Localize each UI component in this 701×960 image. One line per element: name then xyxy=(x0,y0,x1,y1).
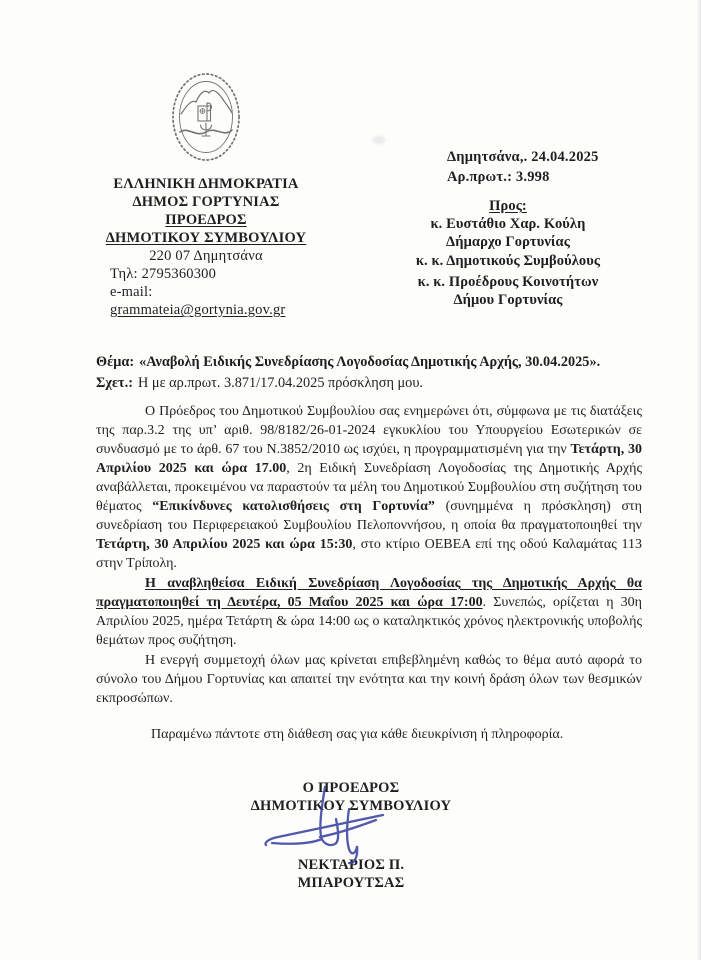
subject-text: «Αναβολή Ειδικής Συνεδρίασης Λογοδοσίας Δημοτικής Αρχής, 30.04.2025». xyxy=(139,354,601,370)
sender-postal-address: 220 07 Δημητσάνα xyxy=(149,248,263,264)
scan-artifact xyxy=(372,136,385,144)
signature-block xyxy=(245,779,457,892)
sender-office-title-2: ΔΗΜΟΤΙΚΟΥ ΣΥΜΒΟΥΛΙΟΥ xyxy=(105,230,307,246)
subject-section xyxy=(96,353,646,393)
body-paragraph-1: Ο Πρόεδρος του Δημοτικού Συμβουλίου σας ενημερώνει ότι, σύμφωνα με τις διατάξεις της παρ.3.2 της υπ’ αριθ. 98/8182/26-01-2024 εγκυκλίου του Υπουργείου Εσωτερικών σε συνδυασμό με το άρθ. 67 του Ν.3852/2010 ως ισχύει, η προγραμματισμένη για την Τετάρτη, 30 Απριλίου 2025 και ώρα 17.00, 2η Ειδική Συνεδρίαση Λογοδοσίας της Δημοτικής Αρχής αναβάλλεται, προκειμένου να παραστούν τα μέλη του Δημοτικού Συμβουλίου στη συζήτηση του θέματος “Επικίνδυνες κατολισθήσεις στη Γορτυνία” (συνημμένα η πρόσκληση) στη συνεδρίαση του Περιφερειακού Συμβουλίου Πελοποννήσου, η οποία θα πραγματοποιηθεί την Τετάρτη, 30 Απριλίου 2025 και ώρα 15:30, στο κτίριο ΟΕΒΕΑ επί της οδού Καλαμάτας 113 στην Τρίπολη. xyxy=(96,404,642,571)
sender-email-label: e-mail: xyxy=(110,284,153,300)
letter-body xyxy=(96,402,642,744)
recipient-line: κ. Ευστάθιο Χαρ. Κούλη xyxy=(430,216,586,233)
subject-label: Θέμα: xyxy=(96,354,135,370)
reference-label: Σχετ.: xyxy=(96,374,133,391)
sender-email-line xyxy=(100,283,312,319)
sender-municipality: ΔΗΜΟΣ ΓΟΡΤΥΝΙΑΣ xyxy=(132,194,280,210)
recipient-line: κ. κ. Προέδρους Κοινοτήτων xyxy=(417,273,599,290)
sender-country: ΕΛΛΗΝΙΚΗ ΔΗΜΟΚΡΑΤΙΑ xyxy=(113,176,299,192)
subject-line xyxy=(96,353,646,373)
protocol-number-line: Αρ.πρωτ.: 3.998 xyxy=(447,169,550,185)
recipient-line: Δήμου Γορτυνίας xyxy=(453,292,563,309)
body-paragraph-3: Η ενεργή συμμετοχή όλων μας κρίνεται επιβεβλημένη καθώς το θέμα αυτό αφορά το σύνολο του Δήμου Γορτυνίας και απαιτεί την ενότητα και την κοινή δράση όλων των θεσμικών εκπροσώπων. xyxy=(96,653,642,706)
date-protocol-block xyxy=(447,147,599,187)
signature-title-2: ΔΗΜΟΤΙΚΟΥ ΣΥΜΒΟΥΛΙΟΥ xyxy=(250,798,452,814)
sender-office-title-1: ΠΡΟΕΔΡΟΣ xyxy=(165,212,247,228)
recipients-block xyxy=(407,197,609,309)
closing-line: Παραμένω πάντοτε στη διάθεση σας για κάθε διευκρίνιση ή πληροφορία. xyxy=(151,727,564,742)
sender-phone: Τηλ: 2795360300 xyxy=(110,266,217,282)
recipient-line: κ. κ. Δημοτικούς Συμβούλους xyxy=(415,252,601,269)
reference-line xyxy=(96,374,646,394)
signature-title-1: Ο ΠΡΟΕΔΡΟΣ xyxy=(302,780,400,796)
place-date-line: Δημητσάνα,. 24.04.2025 xyxy=(447,149,599,165)
sender-block xyxy=(100,175,312,319)
signatory-name: ΝΕΚΤΑΡΙΟΣ Π. ΜΠΑΡΟΥΤΣΑΣ xyxy=(297,857,405,891)
reference-text: Η με αρ.πρωτ. 3.871/17.04.2025 πρόσκληση μου. xyxy=(138,374,423,391)
to-label: Προς: xyxy=(489,198,527,214)
municipality-seal-icon xyxy=(169,71,243,163)
sender-email-address: grammateia@gortynia.gov.gr xyxy=(110,302,286,318)
body-paragraph-2: Η αναβληθείσα Ειδική Συνεδρίαση Λογοδοσίας της Δημοτικής Αρχής θα πραγματοποιηθεί τη Δευτέρα, 05 Μαΐου 2025 και ώρα 17:00. Συνεπώς, ορίζεται η 30η Απριλίου 2025, ημέρα Τετάρτη & ώρα 14:00 ως ο καταληκτικός χρόνος ηλεκτρονικής υποβολής θεμάτων προς συζήτηση. xyxy=(96,576,642,648)
recipient-line: Δήμαρχο Γορτυνίας xyxy=(446,234,570,251)
